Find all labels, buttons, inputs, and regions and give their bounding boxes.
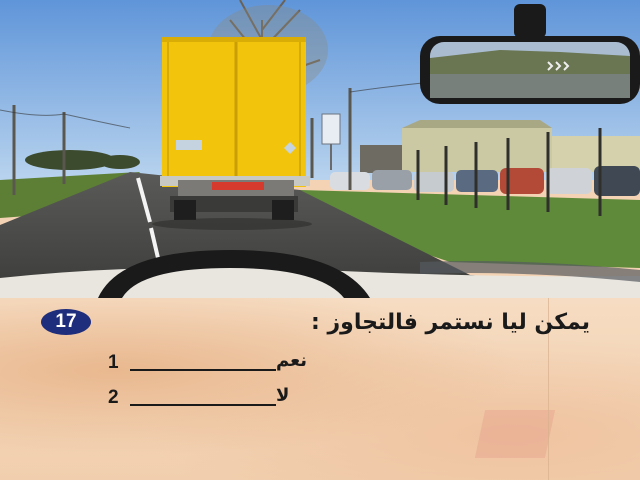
truck bbox=[152, 37, 312, 230]
question-text: يمكن ليا نستمر فالتجاوز : bbox=[311, 310, 590, 335]
answer-2-label: لا bbox=[276, 385, 290, 406]
answer-1-label: نعم bbox=[276, 350, 308, 371]
paper-stain bbox=[475, 410, 555, 458]
question-panel bbox=[0, 298, 640, 480]
answer-1-line bbox=[130, 369, 276, 371]
answer-2-number: 2 bbox=[108, 387, 119, 408]
question-number-badge: 17 bbox=[41, 309, 91, 335]
answer-1-number: 1 bbox=[108, 352, 119, 373]
answer-2-line bbox=[130, 404, 276, 406]
truck-container bbox=[162, 37, 306, 187]
